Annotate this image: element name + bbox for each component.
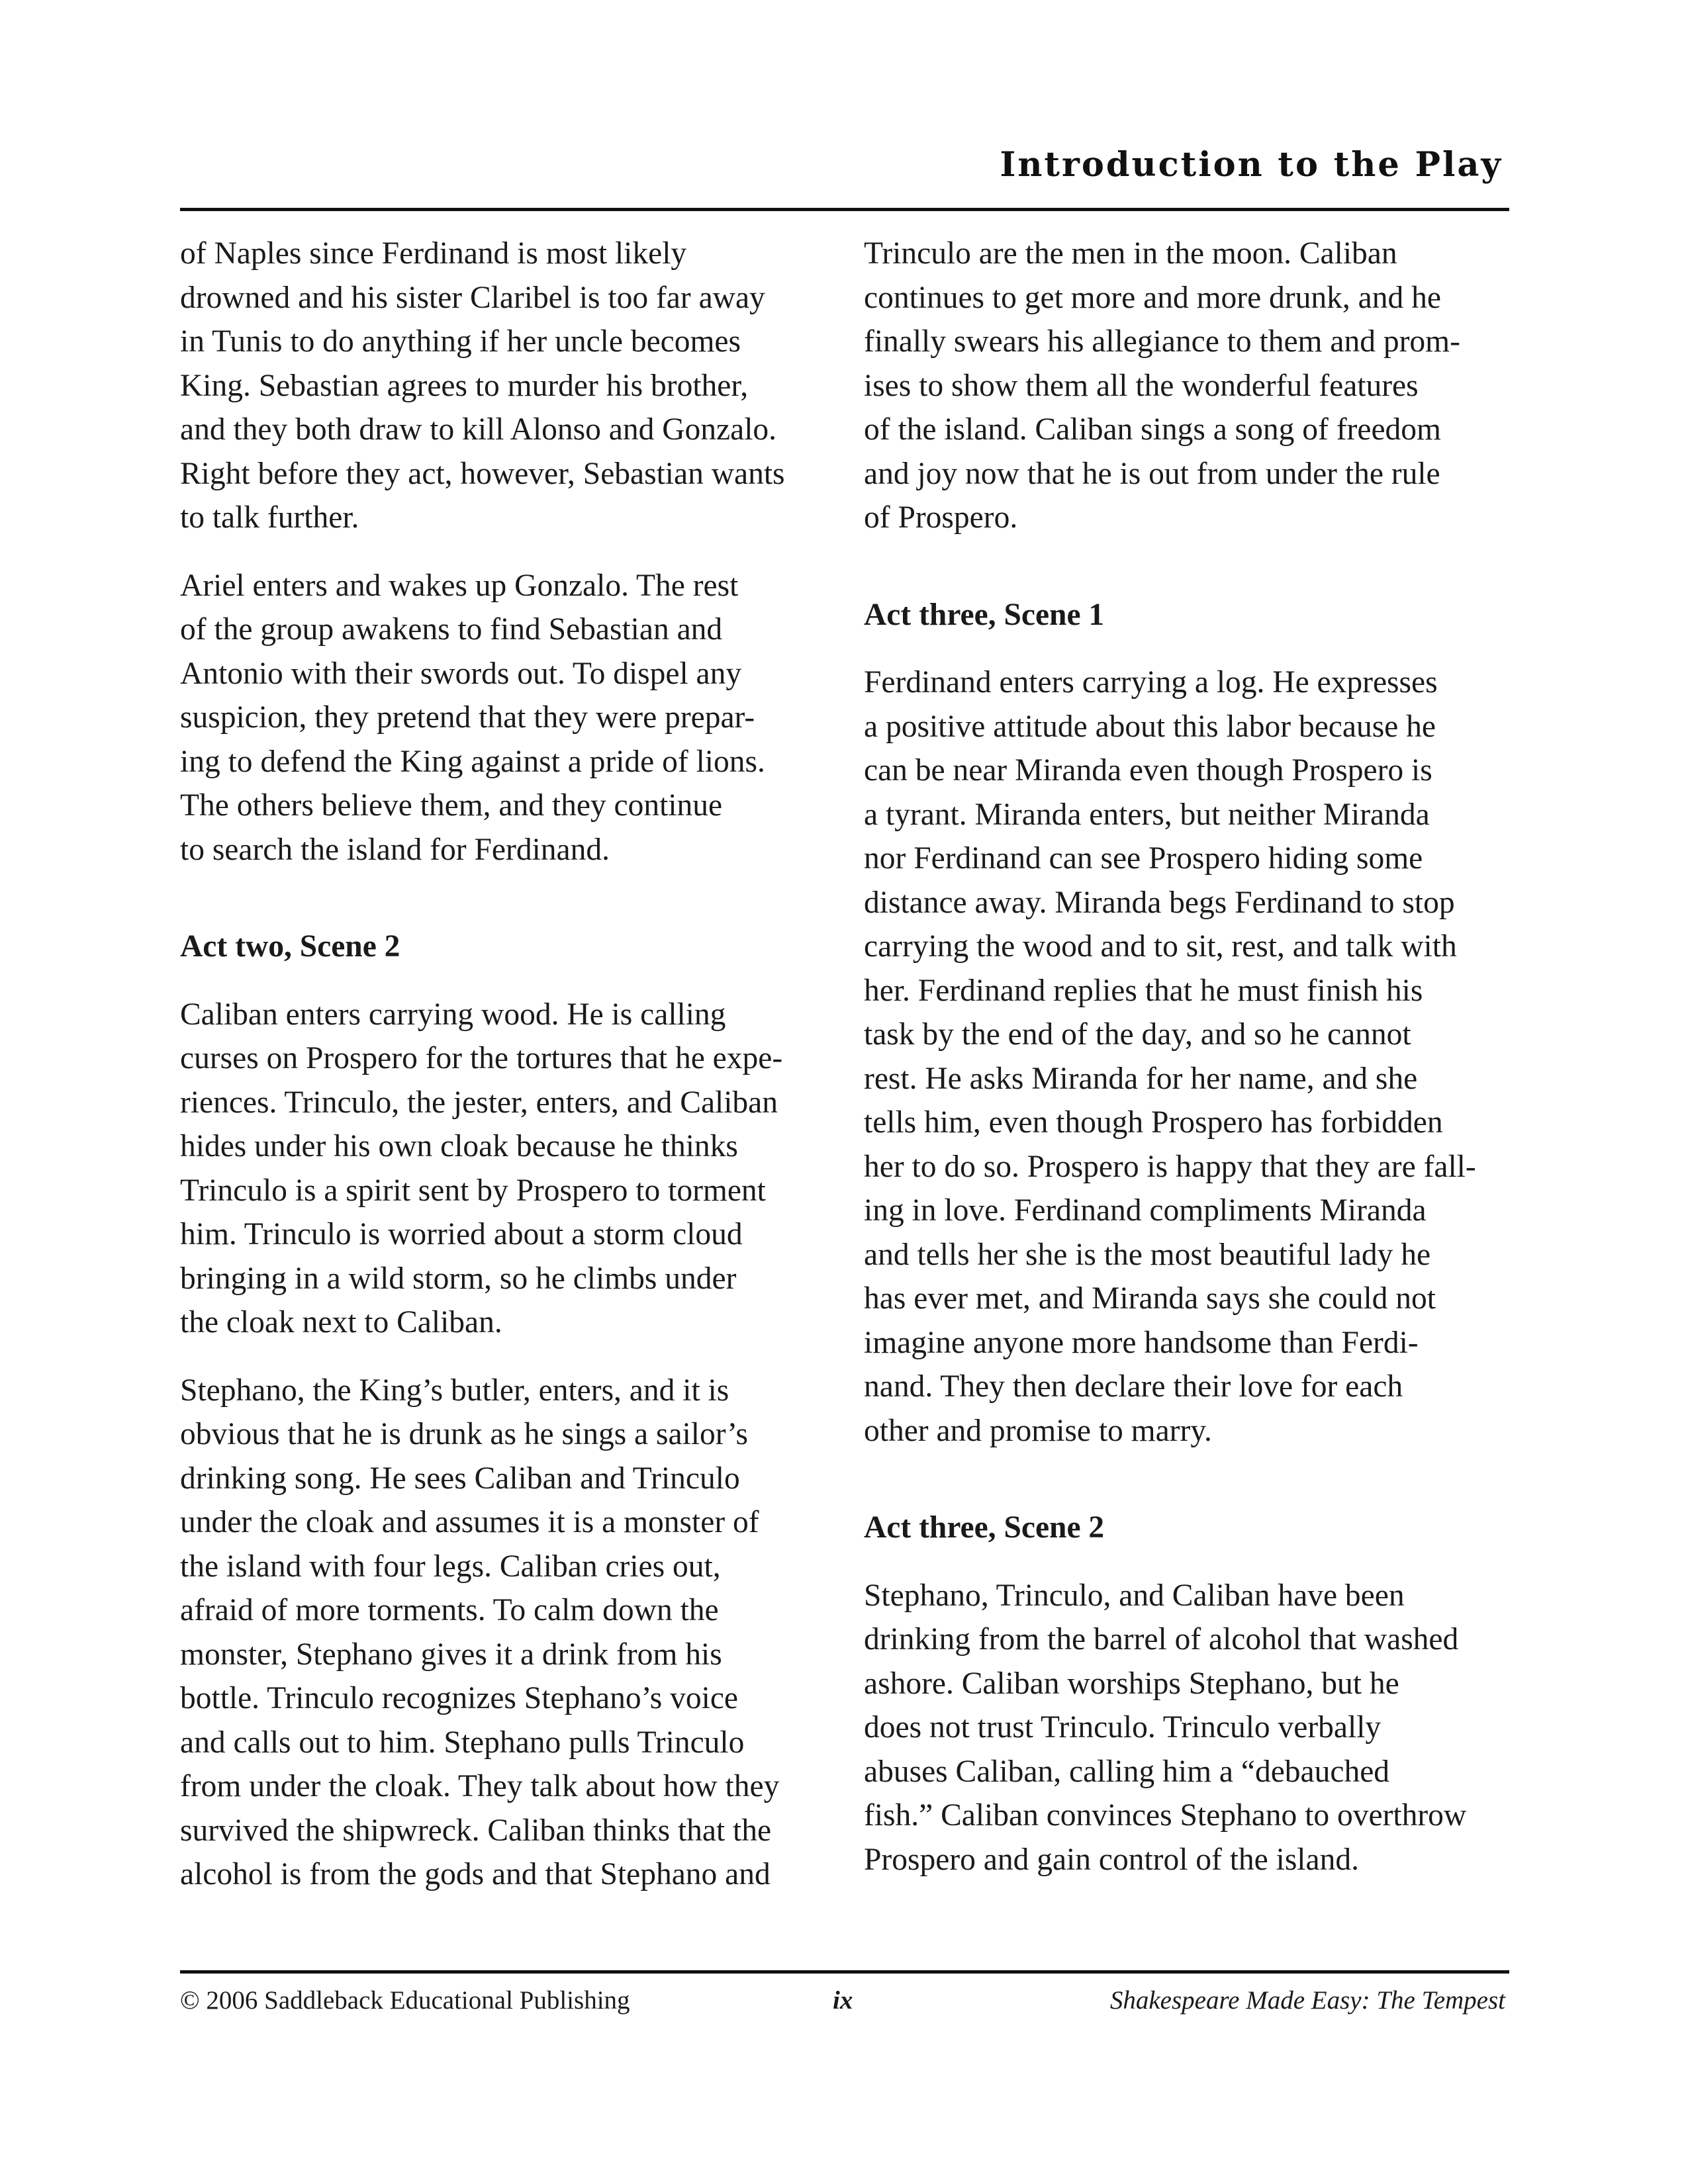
paragraph: Stephano, the King’s butler, enters, and it is obvious that he is drunk as he sings a sailor’s drinking song. He sees Caliban and Trinculo under the cloak and assumes it is a monster of the island with four legs. Caliban cries out, afraid of more torments. To calm down the monster, Stephano gives it a drink from his bottle. Trinculo recognizes Stephano’s voice and calls out to him. Stephano pulls Trinculo from under the cloak. They talk about how they survived the shipwreck. Caliban thinks that the alcohol is from the gods and that Stephano and (180, 1373, 780, 1891)
paragraph: Trinculo are the men in the moon. Caliban continues to get more and more drunk, and he finally swears his allegiance to them and prom- ises to show them all the wonderful features of the island. Caliban sings a song of freedom and joy now that he is out from under the rule of Prospero. (864, 236, 1460, 535)
paragraph-gap (180, 540, 816, 564)
footer-page-number: ix (833, 1986, 853, 2015)
section-heading: Act three, Scene 2 (864, 1510, 1105, 1545)
left-column (180, 232, 816, 1897)
section-heading: Act three, Scene 1 (864, 597, 1105, 632)
page-footer (180, 1984, 1509, 2017)
paragraph: Ferdinand enters carrying a log. He expresses a positive attitude about this labor because he can be near Miranda even though Prospero is a tyrant. Miranda enters, but neither Miranda nor Ferdinand can see Prospero hiding some distance away. Miranda begs Ferdinand to stop carrying the wood and to sit, rest, and talk with her. Ferdinand replies that he must finish his task by the end of the day, and so he cannot rest. He asks Miranda for her name, and she tells him, even though Prospero has forbidden her to do so. Prospero is happy that they are fall- ing in love. Ferdinand compliments Miranda and tells her she is the most beautiful lady he has ever met, and Miranda says she could not imagine anyone more handsome than Ferdi- nand. They then declare their love for each other and promise to marry. (864, 665, 1476, 1448)
header-rule (180, 208, 1509, 211)
paragraph: Caliban enters carrying wood. He is calling curses on Prospero for the tortures that he expe- riences. Trinculo, the jester, enters, and Caliban hides under his own cloak because he thinks Trinculo is a spirit sent by Prospero to torment him. Trinculo is worried about a storm cloud bringing in a wild storm, so he climbs under the cloak next to Caliban. (180, 997, 783, 1340)
right-column (864, 232, 1519, 1882)
section-gap (180, 872, 816, 925)
footer-copyright: © 2006 Saddleback Educational Publishing (180, 1986, 630, 2015)
footer-rule (180, 1970, 1509, 1974)
paragraph: Ariel enters and wakes up Gonzalo. The rest of the group awakens to find Sebastian and Antonio with their swords out. To dispel any suspicion, they pretend that they were prepar- ing to defend the King against a pride of lions. The others believe them, and they continue to search the island for Ferdinand. (180, 568, 765, 867)
paragraph-gap (864, 637, 1519, 660)
paragraph-gap (864, 1550, 1519, 1574)
paragraph-gap (180, 969, 816, 993)
running-header-title: Introduction to the Play (1000, 145, 1503, 185)
footer-book-title: Shakespeare Made Easy: The Tempest (1109, 1986, 1505, 2015)
section-heading: Act two, Scene 2 (180, 929, 400, 964)
section-gap (864, 540, 1519, 593)
paragraph: of Naples since Ferdinand is most likely drowned and his sister Claribel is too far away in Tunis to do anything if her uncle becomes King. Sebastian agrees to murder his brother, and they both draw to kill Alonso and Gonzalo. Right before they act, however, Sebastian wants to talk further. (180, 236, 785, 535)
paragraph: Stephano, Trinculo, and Caliban have been drinking from the barrel of alcohol that washed ashore. Caliban worships Stephano, but he does not trust Trinculo. Trinculo verbally abuses Caliban, calling him a “debauched fish.” Caliban convinces Stephano to overthrow Prospero and gain control of the island. (864, 1578, 1467, 1877)
paragraph-gap (180, 1345, 816, 1369)
section-gap (864, 1453, 1519, 1506)
